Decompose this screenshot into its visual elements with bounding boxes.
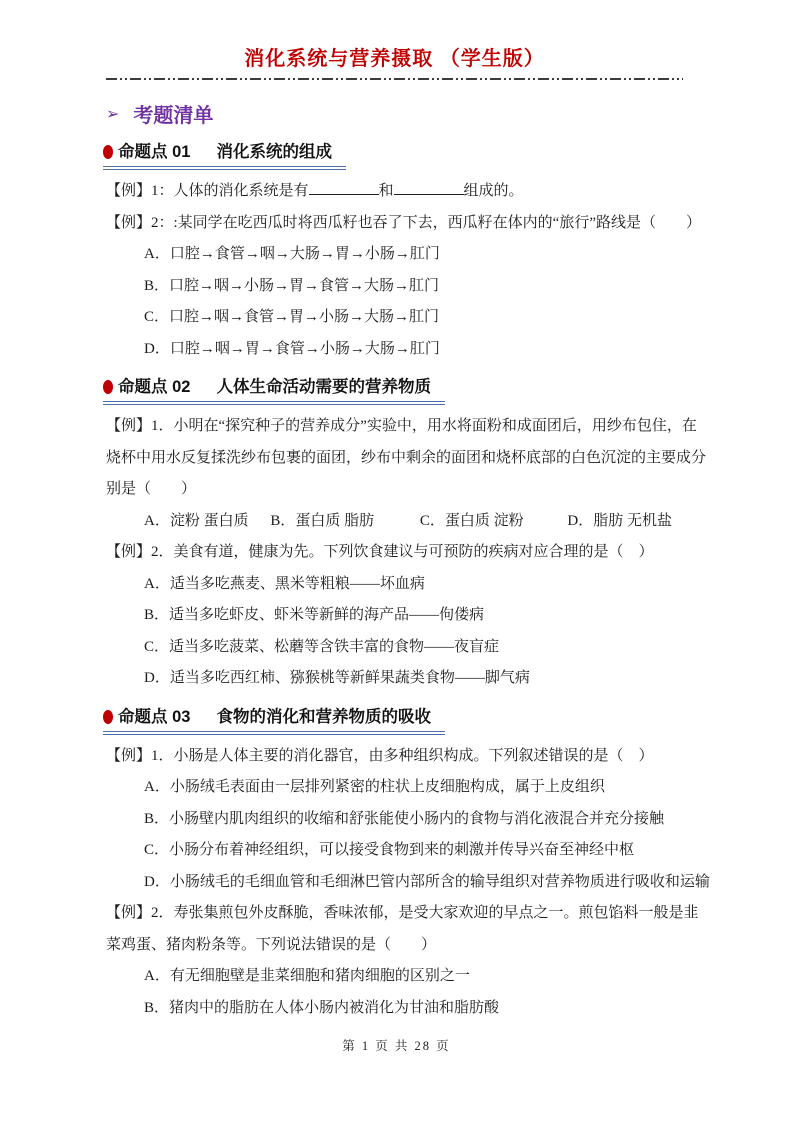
option-line: A．有无细胞壁是韭菜细胞和猪肉细胞的区别之一 — [144, 968, 470, 984]
option-line: B．口腔→咽→小肠→胃→食管→大肠→肛门 — [144, 277, 440, 294]
option-inline: A．淀粉 蛋白质 — [144, 512, 249, 529]
question-line: 别是（ ） — [106, 481, 197, 497]
option-inline: D．脂肪 无机盐 — [567, 512, 672, 529]
option-inline: B．蛋白质 脂肪 — [270, 512, 375, 529]
blank-underline — [309, 181, 379, 195]
page-footer: 第 1 页 共 28 页 — [342, 1039, 451, 1053]
blank-underline — [394, 181, 464, 195]
section-02-title: 人体生命活动需要的营养物质 — [216, 378, 431, 396]
option-line: D．口腔→咽→胃→食管→小肠→大肠→肛门 — [144, 340, 440, 357]
option-line: B．小肠壁内肌肉组织的收缩和舒张能使小肠内的食物与消化液混合并充分接触 — [144, 810, 665, 827]
question-text: 组成的。 — [463, 183, 524, 199]
section-01 — [106, 130, 701, 365]
question-text: 和 — [378, 183, 394, 199]
question-line: 【例】1．小明在“探究种子的营养成分”实验中，用水将面粉和成面团后，用纱布包住，在 — [106, 418, 697, 434]
option-inline: C．蛋白质 淀粉 — [419, 512, 524, 529]
toc-heading — [106, 102, 683, 130]
section-02 — [106, 365, 707, 695]
option-line: B．适当多吃虾皮、虾米等新鲜的海产品——佝偻病 — [144, 607, 485, 623]
question-line: 【例】2：:某同学在吃西瓜时将西瓜籽也吞了下去，西瓜籽在体内的“旅行”路线是（ ） — [106, 214, 701, 231]
option-line: D．小肠绒毛的毛细血管和毛细淋巴管内部所含的输导组织对营养物质进行吸收和运输 — [144, 873, 710, 890]
option-line: B．猪肉中的脂肪在人体小肠内被消化为甘油和脂肪酸 — [144, 999, 500, 1016]
question-line: 【例】1．小肠是人体主要的消化器官，由多种组织构成。下列叙述错误的是（ ） — [106, 747, 654, 764]
section-03 — [106, 695, 710, 1025]
section-03-title: 食物的消化和营养物质的吸收 — [216, 707, 431, 726]
arrow-right-icon: ➢ — [106, 106, 120, 123]
section-01-header — [103, 140, 346, 170]
question-line: 烧杯中用水反复揉洗纱布包裹的面团，纱布中剩余的面团和烧杯底部的白色沉淀的主要成分 — [106, 449, 707, 466]
red-oval-bullet-icon — [103, 710, 113, 724]
option-line: C．口腔→咽→食管→胃→小肠→大肠→肛门 — [144, 309, 440, 325]
option-line: A．适当多吃燕麦、黑米等粗粮——坏血病 — [144, 575, 425, 592]
option-line: A．小肠绒毛表面由一层排列紧密的柱状上皮细胞构成，属于上皮组织 — [144, 779, 605, 795]
question-line: 【例】2．美食有道，健康为先。下列饮食建议与可预防的疾病对应合理的是（ ） — [106, 544, 654, 560]
section-03-header — [103, 705, 445, 735]
toc-heading-label: 考题清单 — [133, 105, 214, 127]
section-03-badge: 命题点 03 — [118, 707, 191, 726]
question-line: 【例】2．寿张集煎包外皮酥脆，香味浓郁，是受大家欢迎的早点之一。煎包馅料一般是韭 — [106, 905, 699, 921]
option-line: C．小肠分布着神经组织，可以接受食物到来的刺激并传导兴奋至神经中枢 — [144, 842, 635, 858]
question-line — [106, 176, 683, 208]
question-line: 菜鸡蛋、猪肉粉条等。下列说法错误的是（ ） — [106, 936, 437, 953]
option-line: D．适当多吃西红柿、猕猴桃等新鲜果蔬类食物——脚气病 — [144, 670, 530, 686]
question-text: 【例】1：人体的消化系统是有 — [106, 183, 309, 199]
red-oval-bullet-icon — [103, 145, 113, 159]
title-divider — [106, 78, 683, 80]
option-line: A．口腔→食管→咽→大肠→胃→小肠→肛门 — [144, 246, 440, 262]
page-title: 消化系统与营养摄取 （学生版） — [244, 48, 545, 70]
option-line-inline — [144, 506, 683, 538]
section-01-badge: 命题点 01 — [118, 143, 191, 161]
red-oval-bullet-icon — [103, 380, 113, 394]
section-02-header — [103, 375, 445, 405]
section-01-title: 消化系统的组成 — [216, 143, 332, 161]
section-02-badge: 命题点 02 — [118, 378, 191, 396]
option-line: C．适当多吃菠菜、松蘑等含铁丰富的食物——夜盲症 — [144, 638, 500, 655]
